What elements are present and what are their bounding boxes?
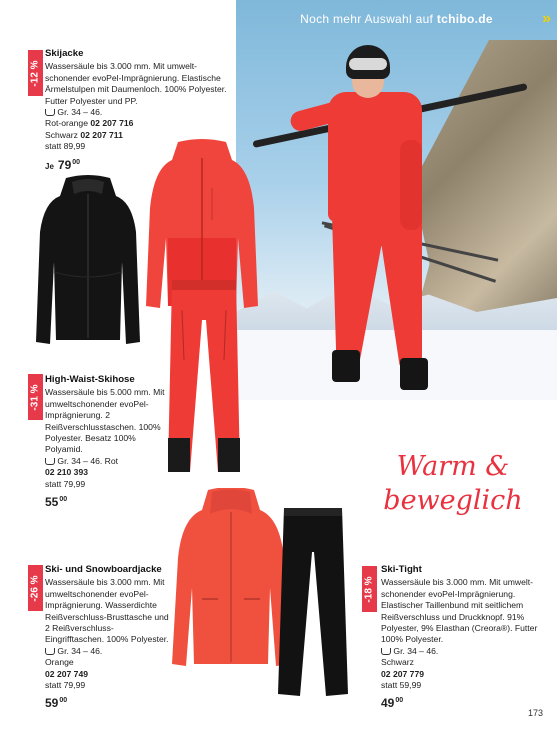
product-name: High-Waist-Skihose <box>45 374 135 385</box>
red-ski-pants-image <box>168 280 240 478</box>
price-cents: 00 <box>395 697 404 705</box>
product-description: Wassersäule bis 3.000 mm. Mit umwelt-schonender evoPel-Imprägnierung. Elastische Ärmelstulpen mit Daumenloch. 100% Polyester. Futter Polyester und PP. <box>45 61 227 106</box>
article-number: 02 207 779 <box>381 668 425 679</box>
article-number: 02 207 716 <box>90 118 134 129</box>
promo-banner[interactable] <box>236 12 557 26</box>
product-sizes: Gr. 34 – 46. <box>57 645 103 656</box>
variant-label: Rot-orange <box>45 118 88 129</box>
headline-line-1: Warm & <box>396 451 510 482</box>
washing-care-icon <box>45 458 55 465</box>
arrow-logo-icon: » <box>542 10 551 27</box>
banner-brand[interactable]: tchibo.de <box>436 12 493 26</box>
black-ski-tight-image <box>278 508 348 696</box>
ski-boot <box>332 350 360 382</box>
product-skihose <box>45 374 165 508</box>
old-price: statt 59,99 <box>381 680 422 691</box>
price-prefix: Je <box>45 161 54 171</box>
product-snowboardjacke <box>45 564 171 710</box>
product-color: Schwarz <box>381 657 414 668</box>
headline <box>368 450 538 518</box>
product-name: Ski-Tight <box>381 564 422 575</box>
banner-text: Noch mehr Auswahl auf <box>300 12 437 26</box>
price-main: 55 <box>45 495 59 510</box>
washing-care-icon <box>45 648 55 655</box>
discount-tag: -12 % <box>28 50 43 96</box>
price-cents: 00 <box>59 496 68 504</box>
product-name: Ski- und Snowboardjacke <box>45 564 162 575</box>
skier-model <box>280 40 510 395</box>
goggles <box>349 58 387 70</box>
variant-row <box>45 118 235 129</box>
product-sizes-row <box>45 107 235 118</box>
product-sizes: Gr. 34 – 46. Rot <box>57 455 119 466</box>
product-sizes-row <box>381 646 541 657</box>
ski-boot <box>400 358 428 390</box>
discount-tag: -26 % <box>28 565 43 611</box>
headline-line-2: beweglich <box>383 485 523 516</box>
price-main: 59 <box>45 696 59 711</box>
product-color: Orange <box>45 657 74 668</box>
price-main: 49 <box>381 696 395 711</box>
product-description: Wassersäule bis 3.000 mm. Mit umwelt-schonender evoPel-Imprägnierung. Elastischer Taillenbund mit seitlichem Reißverschluss und Druckknopf. 91% Polyester, 9% Elasthan (Creora®). Futter 100% Polyester. <box>381 577 538 645</box>
old-price: statt 89,99 <box>45 141 86 152</box>
page-number: 173 <box>527 708 543 718</box>
price-cents: 00 <box>59 697 68 705</box>
discount-tag: -18 % <box>362 566 377 612</box>
price-main: 79 <box>57 157 72 172</box>
article-number: 02 207 749 <box>45 668 89 679</box>
price-cents: 00 <box>72 158 81 166</box>
product-sizes: Gr. 34 – 46. <box>393 645 439 656</box>
washing-care-icon <box>381 648 391 655</box>
article-number: 02 210 393 <box>45 467 89 478</box>
discount-tag: -31 % <box>28 374 43 420</box>
skier-arm <box>400 140 422 230</box>
black-ski-jacket-image <box>36 172 140 354</box>
product-sizes-row <box>45 646 171 657</box>
old-price: statt 79,99 <box>45 478 86 489</box>
product-sizes: Gr. 34 – 46. <box>57 107 103 118</box>
old-price: statt 79,99 <box>45 680 86 691</box>
coral-snowboard-jacket-image <box>172 488 290 670</box>
variant-label: Schwarz <box>45 129 78 140</box>
price <box>381 695 541 709</box>
product-description: Wassersäule bis 5.000 mm. Mit umweltschonender evoPel-Imprägnierung. 2 Reißverschlusstaschen. 100% Polyester. Besatz 100% Polyamid. <box>45 387 165 455</box>
product-ski-tight <box>381 564 541 710</box>
product-sizes-row <box>45 456 165 467</box>
article-number: 02 207 711 <box>80 129 123 140</box>
skier-pants <box>332 215 422 365</box>
product-name: Skijacke <box>45 48 84 59</box>
price <box>45 494 165 508</box>
price <box>45 695 171 709</box>
washing-care-icon <box>45 109 55 116</box>
product-description: Wassersäule bis 3.000 mm. Mit umweltschonender evoPel-Imprägnierung. Wasserdichte Reißverschluss-Brusttasche und 2 Reißverschluss-Eingrifftaschen. 100% Polyester. <box>45 577 169 645</box>
